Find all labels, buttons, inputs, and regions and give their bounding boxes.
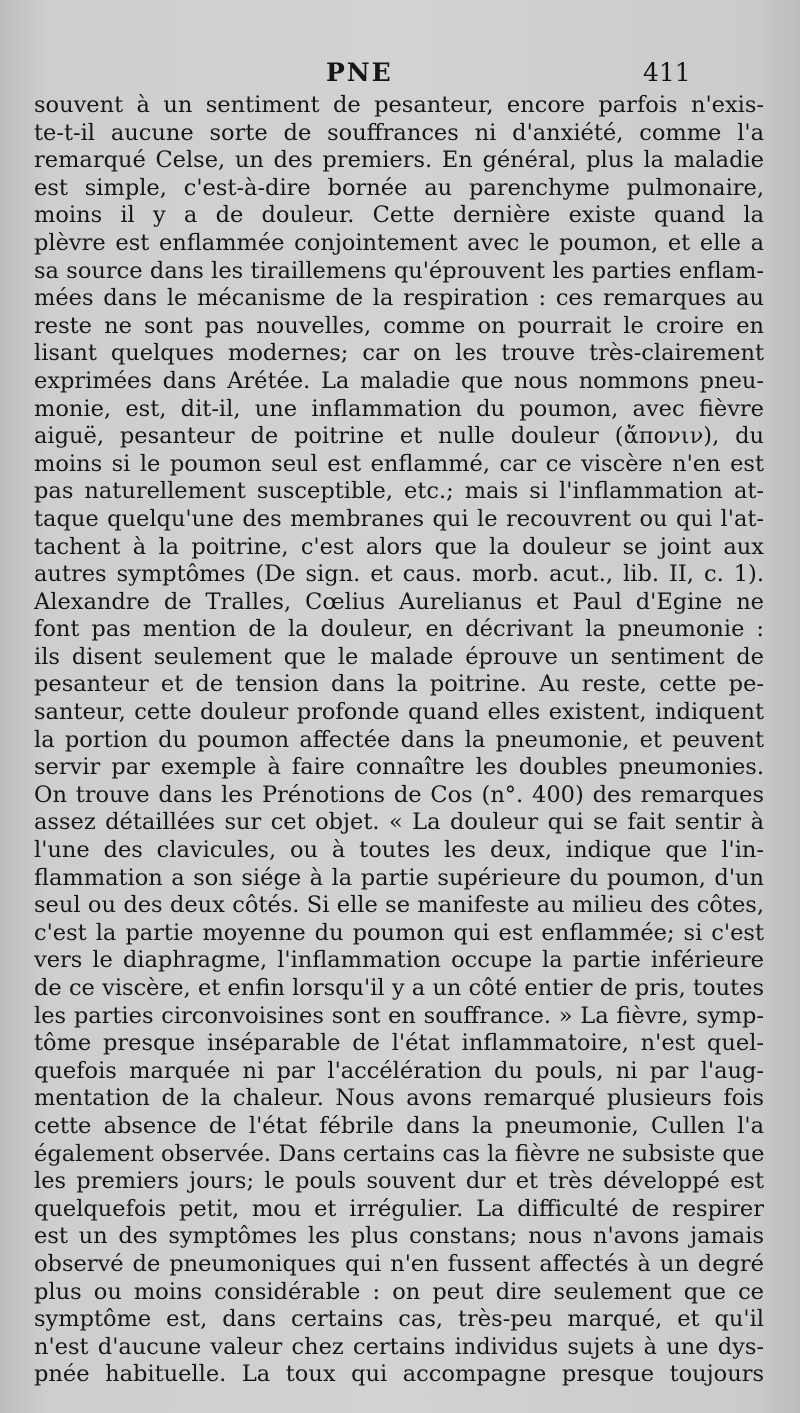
text-line: quelquefois petit, mou et irrégulier. La difficulté de respirer <box>34 1195 764 1222</box>
text-line: ils disent seulement que le malade éprouve un sentiment de <box>34 643 764 670</box>
text-line: font pas mention de la douleur, en décrivant la pneumonie : <box>34 616 764 643</box>
text-line: est un des symptômes les plus constans; nous n'avons jamais <box>34 1223 764 1250</box>
text-line: remarqué Celse, un des premiers. En général, plus la maladie <box>34 147 764 174</box>
text-line: santeur, cette douleur profonde quand elles existent, indiquent <box>34 699 764 726</box>
text-line: les premiers jours; le pouls souvent dur et très développé est <box>34 1168 764 1195</box>
text-line: souvent à un sentiment de pesanteur, encore parfois n'exis- <box>34 92 764 118</box>
text-line: tachent à la poitrine, c'est alors que la douleur se joint aux <box>34 533 764 560</box>
text-line: exprimées dans Arétée. La maladie que nous nommons pneu- <box>34 367 764 394</box>
text-line: monie, est, dit-il, une inflammation du poumon, avec fièvre <box>34 395 764 422</box>
text-line: sa source dans les tiraillemens qu'éprouvent les parties enflam- <box>34 257 764 284</box>
text-line: l'une des clavicules, ou à toutes les deux, indique que l'in- <box>34 837 764 864</box>
text-line: plus ou moins considérable : on peut dire seulement que ce <box>34 1278 764 1305</box>
text-line: c'est la partie moyenne du poumon qui est enflammée; si c'est <box>34 919 764 946</box>
text-line: aiguë, pesanteur de poitrine et nulle douleur (ἄπονιν), du <box>34 423 764 450</box>
page-number: 411 <box>643 58 691 87</box>
text-line: mées dans le mécanisme de la respiration : ces remarques au <box>34 285 764 312</box>
text-line: mentation de la chaleur. Nous avons remarqué plusieurs fois <box>34 1085 764 1112</box>
text-line: reste ne sont pas nouvelles, comme on pourrait le croire en <box>34 312 764 339</box>
text-line: assez détaillées sur cet objet. « La douleur qui se fait sentir à <box>34 809 764 836</box>
text-line: moins il y a de douleur. Cette dernière existe quand la <box>34 202 764 229</box>
text-line: les parties circonvoisines sont en souffrance. » La fièvre, symp- <box>34 1002 764 1029</box>
text-line: seul ou des deux côtés. Si elle se manifeste au milieu des côtes, <box>34 892 764 919</box>
body-text <box>34 92 764 1389</box>
text-line: est simple, c'est-à-dire bornée au parenchyme pulmonaire, <box>34 174 764 201</box>
text-line: pnée habituelle. La toux qui accompagne presque toujours <box>34 1361 764 1388</box>
text-line: moins si le poumon seul est enflammé, car ce viscère n'en est <box>34 450 764 477</box>
text-line: cette absence de l'état fébrile dans la pneumonie, Cullen l'a <box>34 1112 764 1139</box>
text-line: plèvre est enflammée conjointement avec le poumon, et elle a <box>34 229 764 256</box>
text-line: quefois marquée ni par l'accélération du pouls, ni par l'aug- <box>34 1057 764 1084</box>
text-line: pesanteur et de tension dans la poitrine. Au reste, cette pe- <box>34 671 764 698</box>
running-head <box>0 58 800 94</box>
text-line: également observée. Dans certains cas la fièvre ne subsiste que <box>34 1140 764 1167</box>
text-line: symptôme est, dans certains cas, très-peu marqué, et qu'il <box>34 1306 764 1333</box>
text-line: servir par exemple à faire connaître les doubles pneumonies. <box>34 754 764 781</box>
text-line: vers le diaphragme, l'inflammation occupe la partie inférieure <box>34 947 764 974</box>
text-line: observé de pneumoniques qui n'en fussent affectés à un degré <box>34 1250 764 1277</box>
text-line: n'est d'aucune valeur chez certains individus sujets à une dys- <box>34 1333 764 1360</box>
text-line: Alexandre de Tralles, Cœlius Aurelianus et Paul d'Egine ne <box>34 588 764 615</box>
text-line: pas naturellement susceptible, etc.; mais si l'inflammation at- <box>34 478 764 505</box>
text-line: te-t-il aucune sorte de souffrances ni d'anxiété, comme l'a <box>34 119 764 146</box>
text-line: On trouve dans les Prénotions de Cos (n°. 400) des remarques <box>34 781 764 808</box>
text-line: de ce viscère, et enfin lorsqu'il y a un côté entier de pris, toutes <box>34 975 764 1001</box>
text-line: taque quelqu'une des membranes qui le recouvrent ou qui l'at- <box>34 505 764 532</box>
running-title: PNE <box>326 58 393 87</box>
text-line: tôme presque inséparable de l'état inflammatoire, n'est quel- <box>34 1030 764 1057</box>
text-line: autres symptômes (De sign. et caus. morb. acut., lib. II, c. 1). <box>34 561 764 588</box>
text-line: lisant quelques modernes; car on les trouve très-clairement <box>34 340 764 367</box>
text-line: flammation a son siége à la partie supérieure du poumon, d'un <box>34 864 764 891</box>
text-line: la portion du poumon affectée dans la pneumonie, et peuvent <box>34 726 764 753</box>
